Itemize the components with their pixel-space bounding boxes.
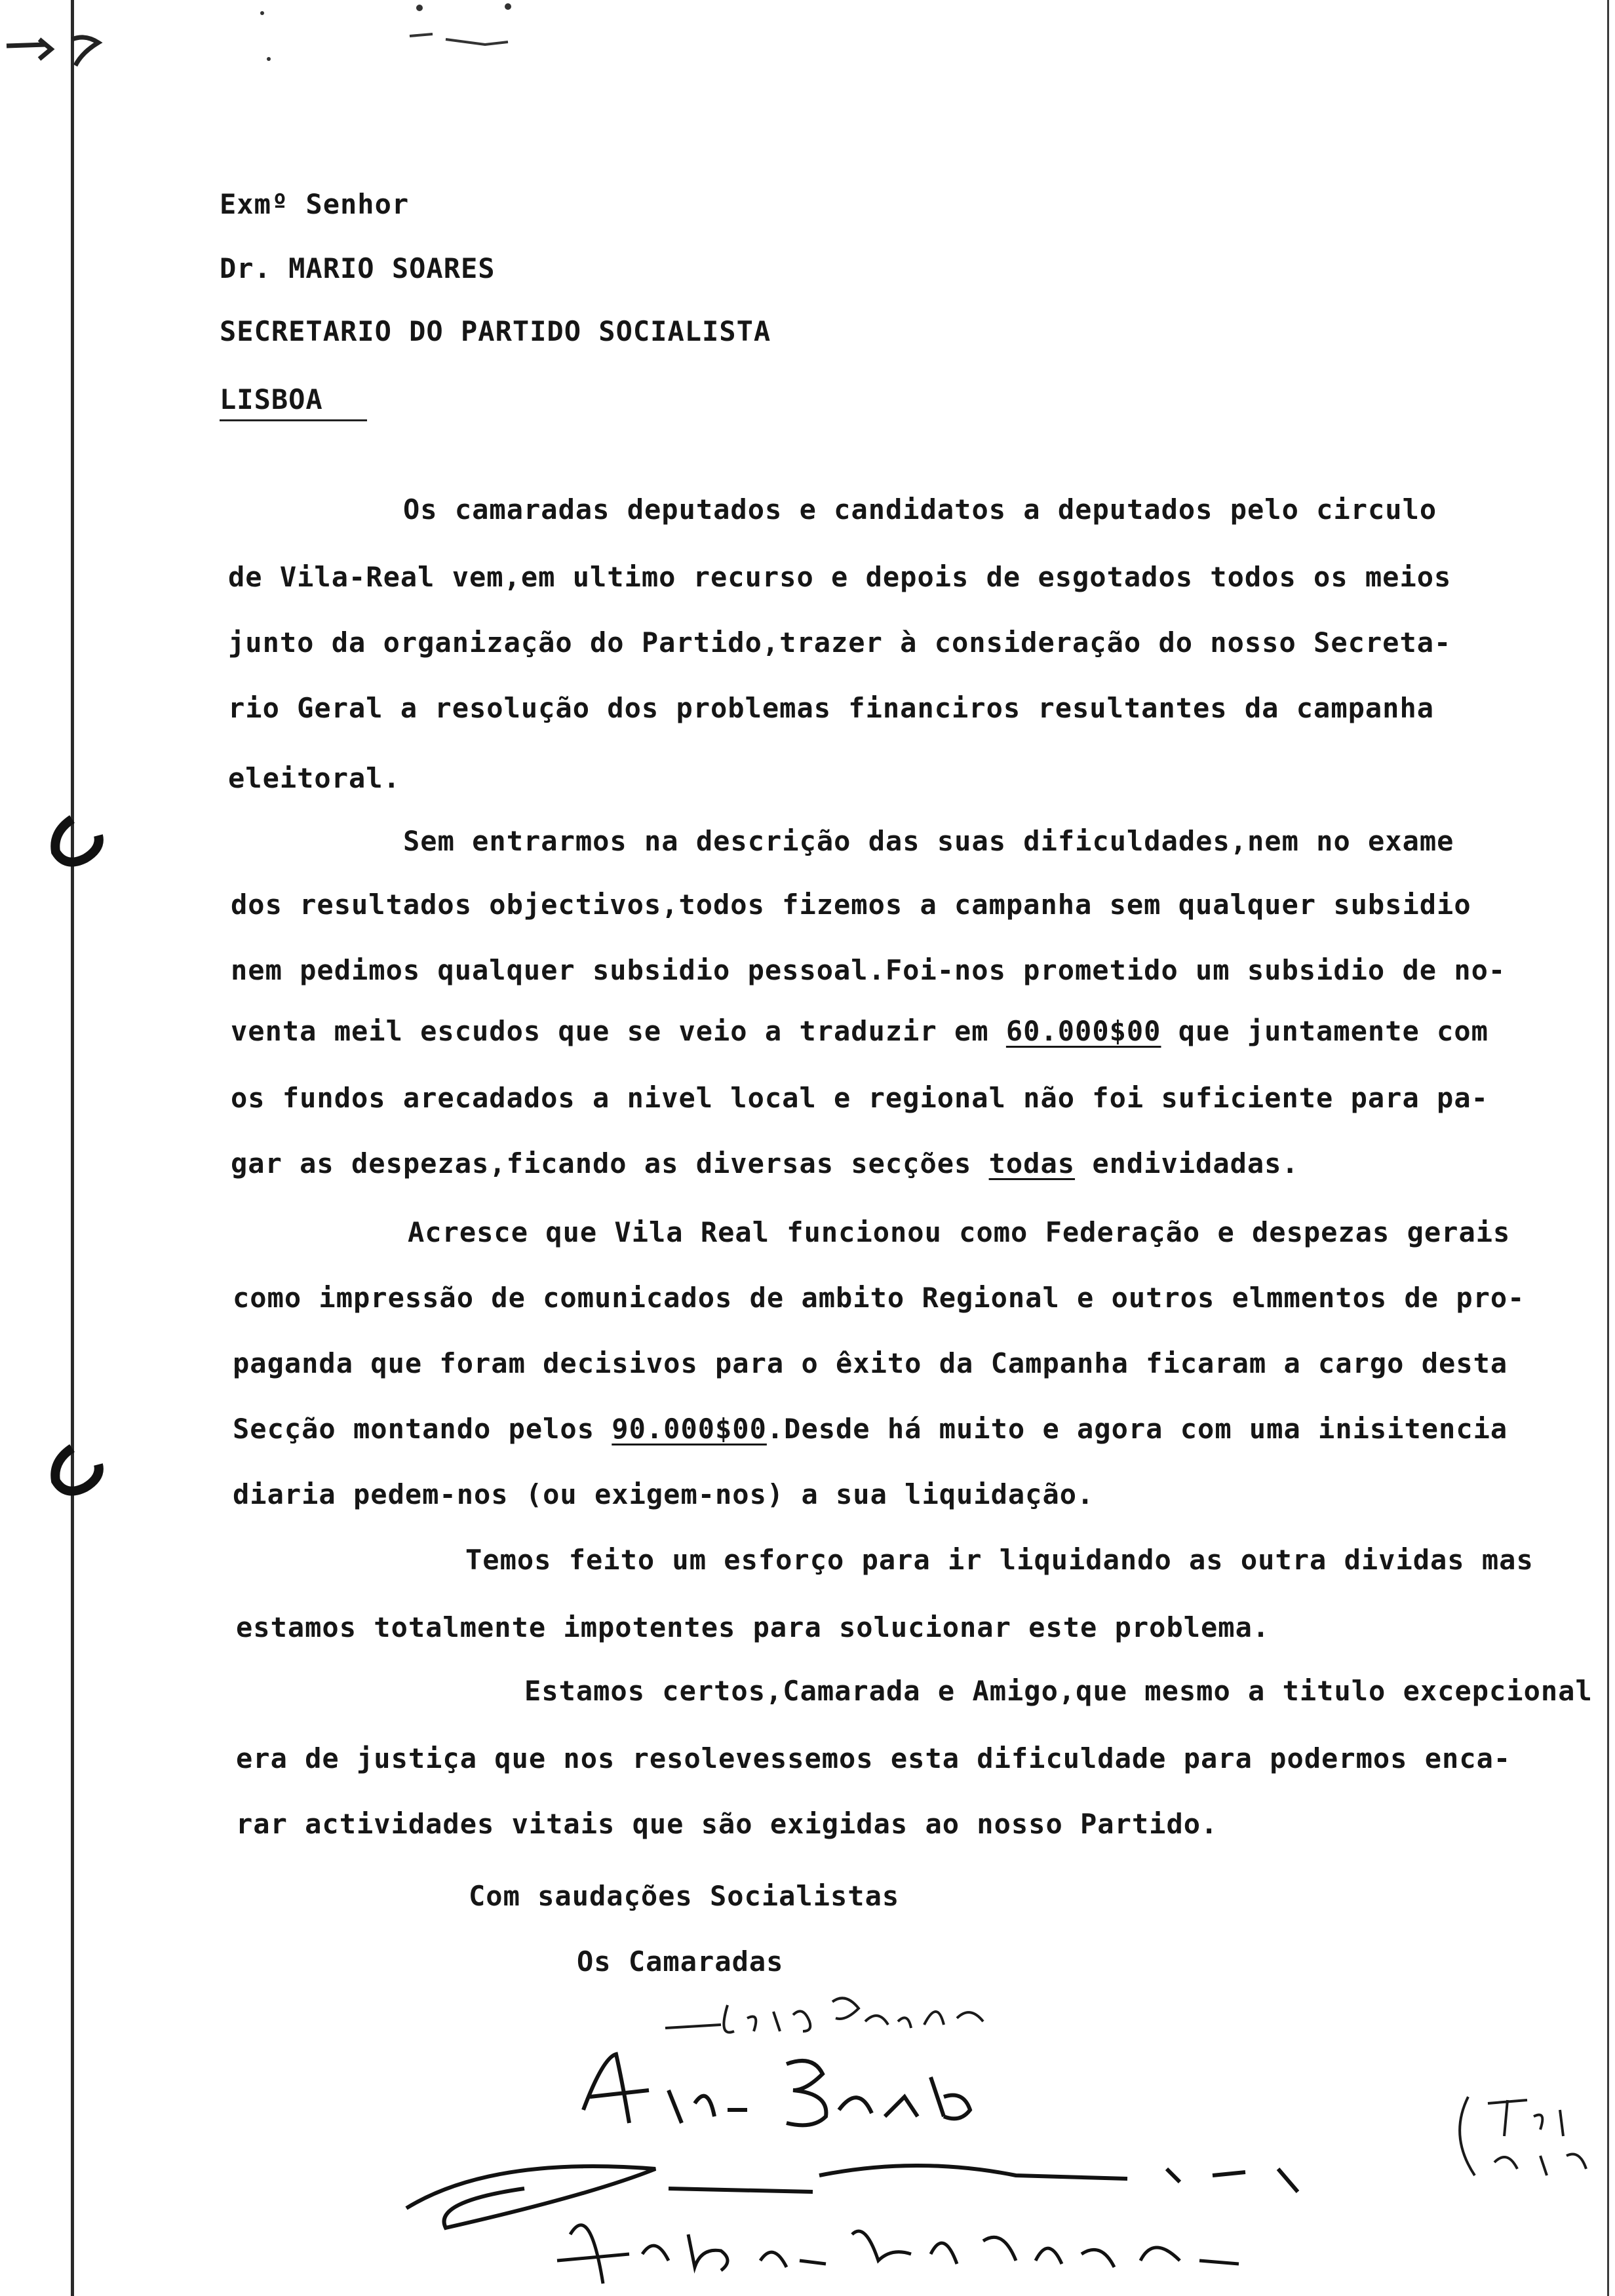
signature-4 <box>1442 2084 1599 2189</box>
signature-1 <box>662 1985 1003 2044</box>
p1-line-5: eleitoral. <box>228 762 400 794</box>
p2-line-3: nem pedimos qualquer subsidio pessoal.Foi-nos prometido um subsidio de no- <box>231 954 1506 986</box>
p5-line-2: era de justiça que nos resolevessemos esta dificuldade para podermos enca- <box>236 1742 1511 1774</box>
p3-line-1: Acresce que Vila Real funcionou como Federação e despezas gerais <box>408 1216 1511 1248</box>
word-todas: todas <box>988 1147 1076 1179</box>
binder-hole-mark-lower <box>46 1442 111 1501</box>
corner-scan-mark <box>0 20 118 72</box>
p5-line-1: Estamos certos,Camarada e Amigo,que mesmo a titulo excepcional <box>524 1675 1593 1707</box>
p2-line-4 <box>231 1014 1489 1048</box>
p2-line-6-text: gar as despezas,ficando as diversas secções <box>231 1147 989 1179</box>
salutation: Exmº Senhor <box>220 188 410 220</box>
p4-line-1: Temos feito um esforço para ir liquidando as outra dividas mas <box>465 1544 1534 1576</box>
p3-line-2: como impressão de comunicados de ambito Regional e outros elmmentos de pro- <box>233 1282 1525 1314</box>
p1-line-3: junto da organização do Partido,trazer à consideração do nosso Secreta- <box>228 626 1452 659</box>
p3-line-4-text: Secção montando pelos <box>233 1413 612 1445</box>
closing-greeting: Com saudações Socialistas <box>469 1880 900 1912</box>
p2-line-6-tail: endividadas. <box>1075 1147 1299 1179</box>
recipient-name: Dr. MARIO SOARES <box>220 252 496 284</box>
p2-line-5: os fundos arecadados a nivel local e regional não foi suficiente para pa- <box>231 1082 1489 1114</box>
p1-line-4: rio Geral a resolução dos problemas financiros resultantes da campanha <box>228 692 1435 724</box>
p2-line-4-tail: que juntamente com <box>1161 1015 1489 1047</box>
p3-line-4 <box>233 1412 1508 1446</box>
recipient-city: LISBOA <box>220 383 323 415</box>
p3-line-5: diaria pedem-nos (ou exigem-nos) a sua liquidação. <box>233 1478 1095 1510</box>
signature-3 <box>393 2130 1508 2293</box>
p1-line-2: de Vila-Real vem,em ultimo recurso e depois de esgotados todos os meios <box>228 561 1452 593</box>
amount-60000: 60.000$00 <box>1005 1015 1161 1047</box>
p3-line-3: paganda que foram decisivos para o êxito da Campanha ficaram a cargo desta <box>233 1347 1508 1379</box>
right-edge-line <box>1607 0 1609 2296</box>
p2-line-6 <box>231 1147 1299 1181</box>
p2-line-2: dos resultados objectivos,todos fizemos a campanha sem qualquer subsidio <box>231 889 1471 921</box>
p3-line-4-tail: .Desde há muito e agora com uma inisitencia <box>766 1413 1508 1445</box>
recipient-title: SECRETARIO DO PARTIDO SOCIALISTA <box>220 315 771 347</box>
p2-line-1: Sem entrarmos na descrição das suas dificuldades,nem no exame <box>403 825 1454 857</box>
p1-line-1: Os camaradas deputados e candidatos a deputados pelo circulo <box>403 493 1437 526</box>
p4-line-2: estamos totalmente impotentes para solucionar este problema. <box>236 1611 1270 1643</box>
p5-line-3: rar actividades vitais que são exigidas ao nosso Partido. <box>236 1808 1218 1840</box>
city-underline <box>220 419 367 421</box>
left-margin-line <box>71 0 74 2296</box>
closing-signoff: Os Camaradas <box>577 1945 784 1978</box>
signature-2 <box>577 2044 1049 2136</box>
amount-90000: 90.000$00 <box>612 1413 767 1445</box>
p2-line-4-text: venta meil escudos que se veio a traduzir em <box>231 1015 1006 1047</box>
binder-hole-mark-upper <box>46 813 111 871</box>
top-scan-dots <box>249 0 524 72</box>
